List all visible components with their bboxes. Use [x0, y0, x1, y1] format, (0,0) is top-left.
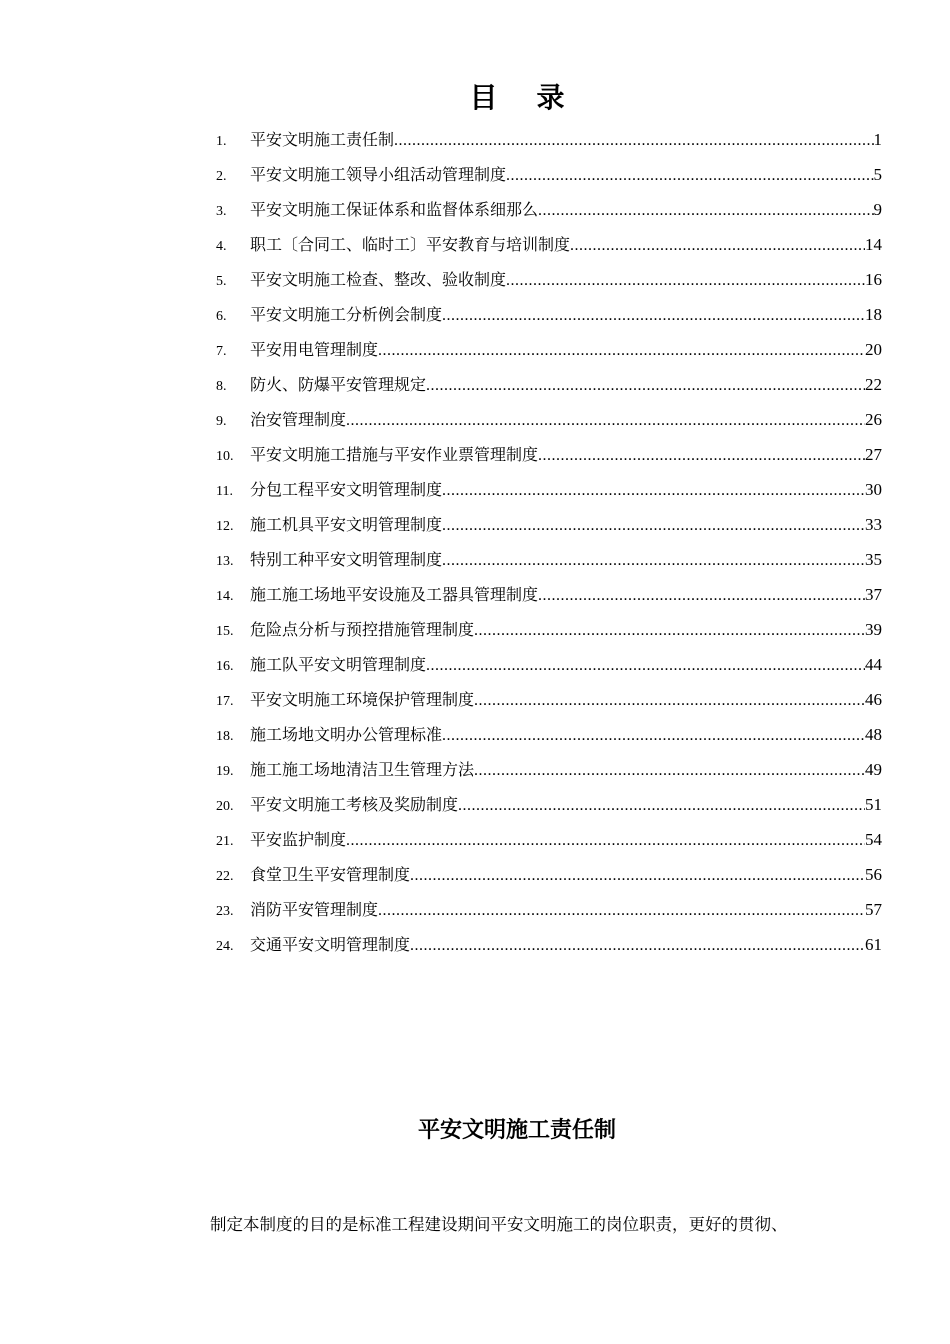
- toc-entry-number: 2.: [216, 169, 227, 184]
- toc-entry[interactable]: [216, 122, 882, 157]
- toc-dot-leader: [346, 823, 865, 858]
- toc-entry-number: 14.: [216, 589, 234, 604]
- toc-entry-number: 13.: [216, 554, 234, 569]
- toc-entry-page: 33: [865, 515, 882, 534]
- toc-entry-page: 51: [865, 795, 882, 814]
- toc-entry-title: 平安文明施工检查、整改、验收制度: [250, 270, 507, 289]
- toc-entry-page: 18: [865, 305, 882, 324]
- toc-entry[interactable]: [216, 612, 882, 647]
- toc-entry-page: 30: [865, 480, 882, 499]
- toc-entry[interactable]: [216, 577, 882, 612]
- toc-title: 目 录: [469, 81, 565, 114]
- toc-dot-leader: [410, 858, 865, 893]
- toc-entry-title: 特别工种平安文明管理制度: [250, 550, 443, 569]
- toc-entry-number: 24.: [216, 939, 234, 954]
- toc-dot-leader: [378, 893, 865, 928]
- toc-entry-number: 20.: [216, 799, 234, 814]
- toc-entry[interactable]: [216, 332, 882, 367]
- toc-entry-page: 20: [865, 340, 882, 359]
- toc-entry[interactable]: [216, 472, 882, 507]
- toc-entry-number: 21.: [216, 834, 234, 849]
- toc-entry-page: 14: [865, 235, 882, 254]
- toc-dot-leader: [442, 543, 865, 578]
- toc-entry[interactable]: [216, 227, 882, 262]
- toc-entry-page: 44: [865, 655, 882, 674]
- toc-entry-title: 防火、防爆平安管理规定: [250, 375, 427, 394]
- toc-entry[interactable]: [216, 717, 882, 752]
- toc-entry-number: 19.: [216, 764, 234, 779]
- toc-entry-number: 22.: [216, 869, 234, 884]
- toc-entry[interactable]: [216, 262, 882, 297]
- toc-entry[interactable]: [216, 892, 882, 927]
- toc-entry-page: 56: [865, 865, 882, 884]
- toc-entry-title: 施工机具平安文明管理制度: [250, 515, 443, 534]
- toc-dot-leader: [394, 123, 873, 158]
- toc-entry-page: 57: [865, 900, 882, 919]
- toc-entry[interactable]: [216, 192, 882, 227]
- toc-entry[interactable]: [216, 542, 882, 577]
- toc-dot-leader: [474, 753, 865, 788]
- toc-entry[interactable]: [216, 752, 882, 787]
- toc-dot-leader: [506, 158, 873, 193]
- toc-entry-number: 12.: [216, 519, 234, 534]
- toc-list: [216, 122, 882, 962]
- toc-entry-number: 6.: [216, 309, 227, 324]
- toc-entry-number: 7.: [216, 344, 227, 359]
- toc-entry[interactable]: [216, 437, 882, 472]
- toc-entry-title: 分包工程平安文明管理制度: [250, 480, 443, 499]
- toc-entry-number: 1.: [216, 134, 227, 149]
- toc-dot-leader: [442, 508, 865, 543]
- toc-entry-page: 26: [865, 410, 882, 429]
- toc-entry-page: 22: [865, 375, 882, 394]
- toc-entry-number: 16.: [216, 659, 234, 674]
- toc-dot-leader: [442, 298, 865, 333]
- toc-entry-number: 17.: [216, 694, 234, 709]
- toc-entry-page: 46: [865, 690, 882, 709]
- toc-entry[interactable]: [216, 367, 882, 402]
- toc-entry-number: 15.: [216, 624, 234, 639]
- toc-entry[interactable]: [216, 822, 882, 857]
- toc-dot-leader: [538, 193, 873, 228]
- toc-entry-page: 35: [865, 550, 882, 569]
- toc-dot-leader: [426, 368, 865, 403]
- toc-entry-page: 39: [865, 620, 882, 639]
- toc-entry[interactable]: [216, 507, 882, 542]
- toc-dot-leader: [474, 613, 865, 648]
- toc-dot-leader: [538, 438, 865, 473]
- toc-entry-page: 5: [873, 165, 882, 184]
- toc-entry-title: 平安文明施工措施与平安作业票管理制度: [250, 445, 539, 464]
- toc-entry-page: 61: [865, 935, 882, 954]
- toc-entry-title: 平安文明施工分析例会制度: [250, 305, 443, 324]
- toc-entry[interactable]: [216, 647, 882, 682]
- section-title: 平安文明施工责任制: [417, 1118, 616, 1143]
- toc-entry[interactable]: [216, 787, 882, 822]
- toc-entry[interactable]: [216, 402, 882, 437]
- toc-entry-page: 37: [865, 585, 882, 604]
- toc-entry-page: 9: [873, 200, 882, 219]
- toc-entry-title: 平安用电管理制度: [250, 340, 379, 359]
- toc-entry-title: 消防平安管理制度: [250, 900, 379, 919]
- toc-entry-number: 8.: [216, 379, 227, 394]
- toc-entry-title: 平安文明施工责任制: [250, 130, 395, 149]
- toc-entry-page: 27: [865, 445, 882, 464]
- toc-entry-title: 职工〔合同工、临时工〕平安教育与培训制度: [250, 235, 571, 254]
- toc-entry-title: 施工队平安文明管理制度: [250, 655, 427, 674]
- toc-entry-title: 食堂卫生平安管理制度: [250, 865, 411, 884]
- toc-entry-title: 危险点分析与预控措施管理制度: [250, 620, 475, 639]
- toc-entry-number: 23.: [216, 904, 234, 919]
- toc-entry-page: 54: [865, 830, 882, 849]
- toc-entry-title: 平安监护制度: [250, 830, 347, 849]
- toc-entry-number: 11.: [216, 484, 233, 499]
- toc-entry-title: 施工施工场地清洁卫生管理方法: [250, 760, 475, 779]
- toc-entry-page: 48: [865, 725, 882, 744]
- toc-dot-leader: [426, 648, 865, 683]
- toc-entry[interactable]: [216, 927, 882, 962]
- toc-entry-title: 施工施工场地平安设施及工器具管理制度: [250, 585, 539, 604]
- toc-entry-page: 49: [865, 760, 882, 779]
- toc-dot-leader: [442, 473, 865, 508]
- toc-entry-number: 18.: [216, 729, 234, 744]
- toc-entry[interactable]: [216, 157, 882, 192]
- toc-entry-title: 平安文明施工领导小组活动管理制度: [250, 165, 507, 184]
- toc-entry-page: 1: [873, 130, 882, 149]
- toc-entry-number: 5.: [216, 274, 227, 289]
- toc-entry-page: 16: [865, 270, 882, 289]
- toc-entry-title: 施工场地文明办公管理标准: [250, 725, 443, 744]
- toc-dot-leader: [538, 578, 865, 613]
- toc-entry[interactable]: [216, 857, 882, 892]
- toc-entry-title: 治安管理制度: [250, 410, 347, 429]
- toc-entry-number: 10.: [216, 449, 234, 464]
- toc-dot-leader: [570, 228, 865, 263]
- toc-entry[interactable]: [216, 682, 882, 717]
- toc-entry-number: 3.: [216, 204, 227, 219]
- toc-entry-title: 平安文明施工保证体系和监督体系细那么: [250, 200, 539, 219]
- toc-dot-leader: [378, 333, 865, 368]
- toc-dot-leader: [442, 718, 865, 753]
- toc-entry-title: 平安文明施工考核及奖励制度: [250, 795, 459, 814]
- toc-entry[interactable]: [216, 297, 882, 332]
- toc-dot-leader: [474, 683, 865, 718]
- toc-dot-leader: [458, 788, 865, 823]
- toc-dot-leader: [506, 263, 865, 298]
- toc-dot-leader: [346, 403, 865, 438]
- body-paragraph: 制定本制度的目的是标准工程建设期间平安文明施工的岗位职责，更好的贯彻、: [210, 1215, 788, 1234]
- toc-dot-leader: [410, 928, 865, 963]
- toc-entry-number: 4.: [216, 239, 227, 254]
- toc-entry-title: 平安文明施工环境保护管理制度: [250, 690, 475, 709]
- toc-entry-title: 交通平安文明管理制度: [250, 935, 411, 954]
- toc-entry-number: 9.: [216, 414, 227, 429]
